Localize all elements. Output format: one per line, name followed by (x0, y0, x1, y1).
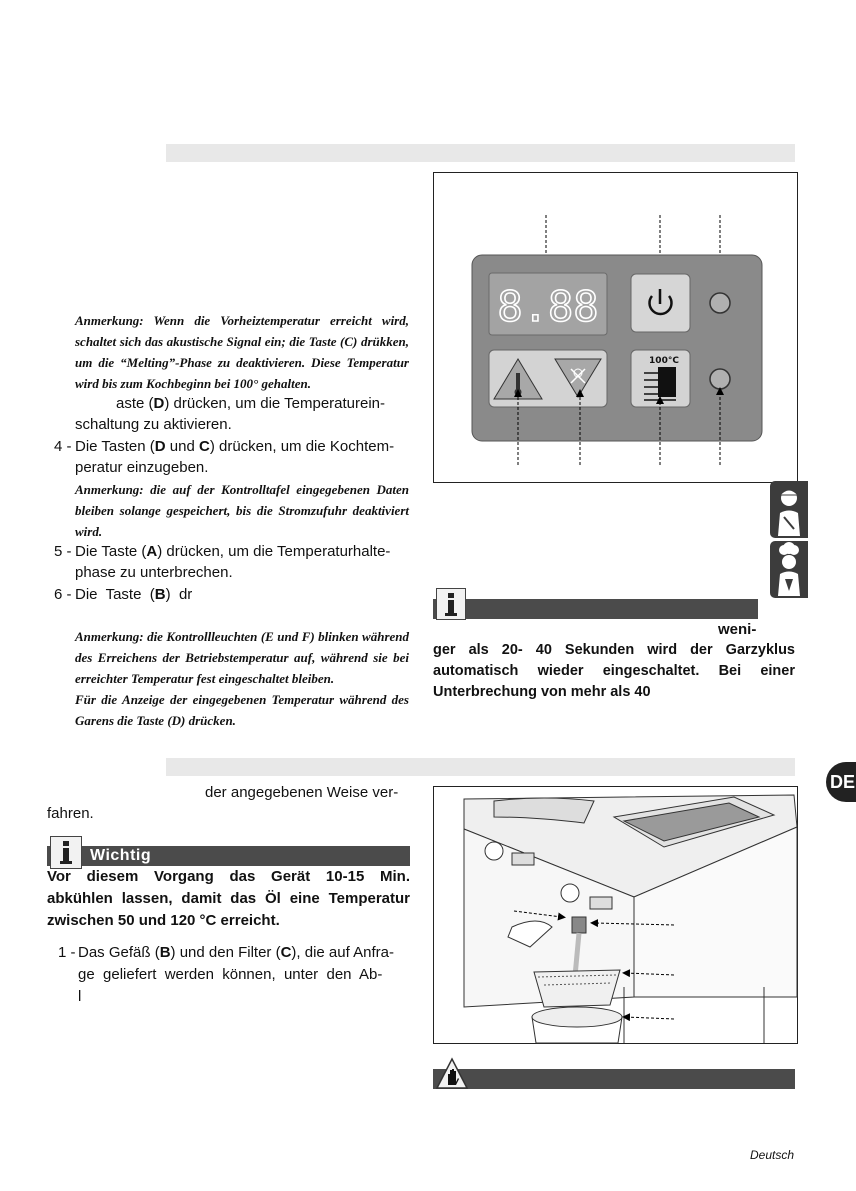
boost-label: 100°C (649, 356, 679, 366)
info-icon (50, 836, 82, 869)
list-item: Die Taste (B) dr (75, 586, 193, 603)
technician-tab (770, 481, 808, 538)
fryer-illustration (434, 787, 797, 1043)
info-text-fragment: weni- (718, 621, 757, 638)
list-item-cont: ge geliefert werden können, unter den Ab- (78, 966, 383, 983)
language-tab: DE (826, 762, 856, 802)
control-panel-figure (433, 172, 798, 483)
note-display: Für die Anzeige der eingegebenen Temperatur während des Garens die Taste (D) drücken. (75, 692, 409, 728)
info-icon (436, 588, 466, 620)
list-item-cont: phase zu unterbrechen. (75, 564, 233, 581)
technician-icon (770, 481, 808, 538)
section-header-band (166, 758, 795, 776)
info-text: ger als 20- 40 Sekunden wird der Garzyklus automatisch wieder eingeschaltet. Bei einer Unterbrechung von mehr als 40 (433, 642, 795, 700)
list-item: Die Taste (A) drücken, um die Temperaturhalte- (75, 543, 391, 560)
indicator-light-e (710, 293, 730, 313)
list-number: 4 - (54, 438, 72, 455)
info-bar (433, 599, 758, 619)
body-text: der angegebenen Weise ver- (205, 784, 399, 801)
body-text: fahren. (47, 805, 94, 822)
indicator-light-f (710, 369, 730, 389)
note-memory: Anmerkung: die auf der Kontrolltafel eingegebenen Daten bleiben solange gespeichert, bis die Stromzufuhr deaktiviert wird. (75, 482, 409, 539)
step-text: schaltung zu aktivieren. (75, 416, 232, 433)
warning-text: Vor diesem Vorgang das Gerät 10-15 Min. abkühlen lassen, damit das Öl eine Temperatur zwischen 50 und 120 °C erreicht. (47, 868, 410, 929)
display-digits: 8.88 (497, 282, 599, 331)
list-number: 6 - (54, 586, 72, 603)
wichtig-label: Wichtig (90, 847, 152, 864)
chef-icon (770, 541, 808, 598)
note-lights: Anmerkung: die Kontrollleuchten (E und F) blinken während des Erreichens der Betriebstemperatur auf, während sie bei erreichter Temperatur fest eingeschaltet bleiben. (75, 629, 409, 686)
list-item-cont: peratur einzugeben. (75, 459, 209, 476)
cook-tab (770, 541, 808, 598)
list-number: 5 - (54, 543, 72, 560)
footer-language: Deutsch (750, 1148, 795, 1162)
section-header-band (166, 144, 795, 162)
list-item-cont: l (78, 988, 82, 1005)
list-number: 1 - (58, 944, 76, 961)
note-melting: Anmerkung: Wenn die Vorheiztemperatur erreicht wird, schaltet sich das akustische Signal ein; die Taste (C) drükken, um die “Melting”-Phase zu deaktivieren. Diese Temperatur wird bis zum Kochbeginn bei 100° gehalten. (75, 313, 409, 391)
fryer-drain-figure (433, 786, 798, 1044)
step-text: aste (D) drücken, um die Temperaturein- (116, 395, 386, 412)
stop-hand-icon (436, 1058, 468, 1090)
list-item: Das Gefäß (B) und den Filter (C), die auf Anfra- (78, 944, 394, 961)
list-item: Die Tasten (D und C) drücken, um die Kochtem- (75, 438, 395, 455)
control-panel-illustration (434, 173, 797, 482)
warning-bar (433, 1069, 795, 1089)
